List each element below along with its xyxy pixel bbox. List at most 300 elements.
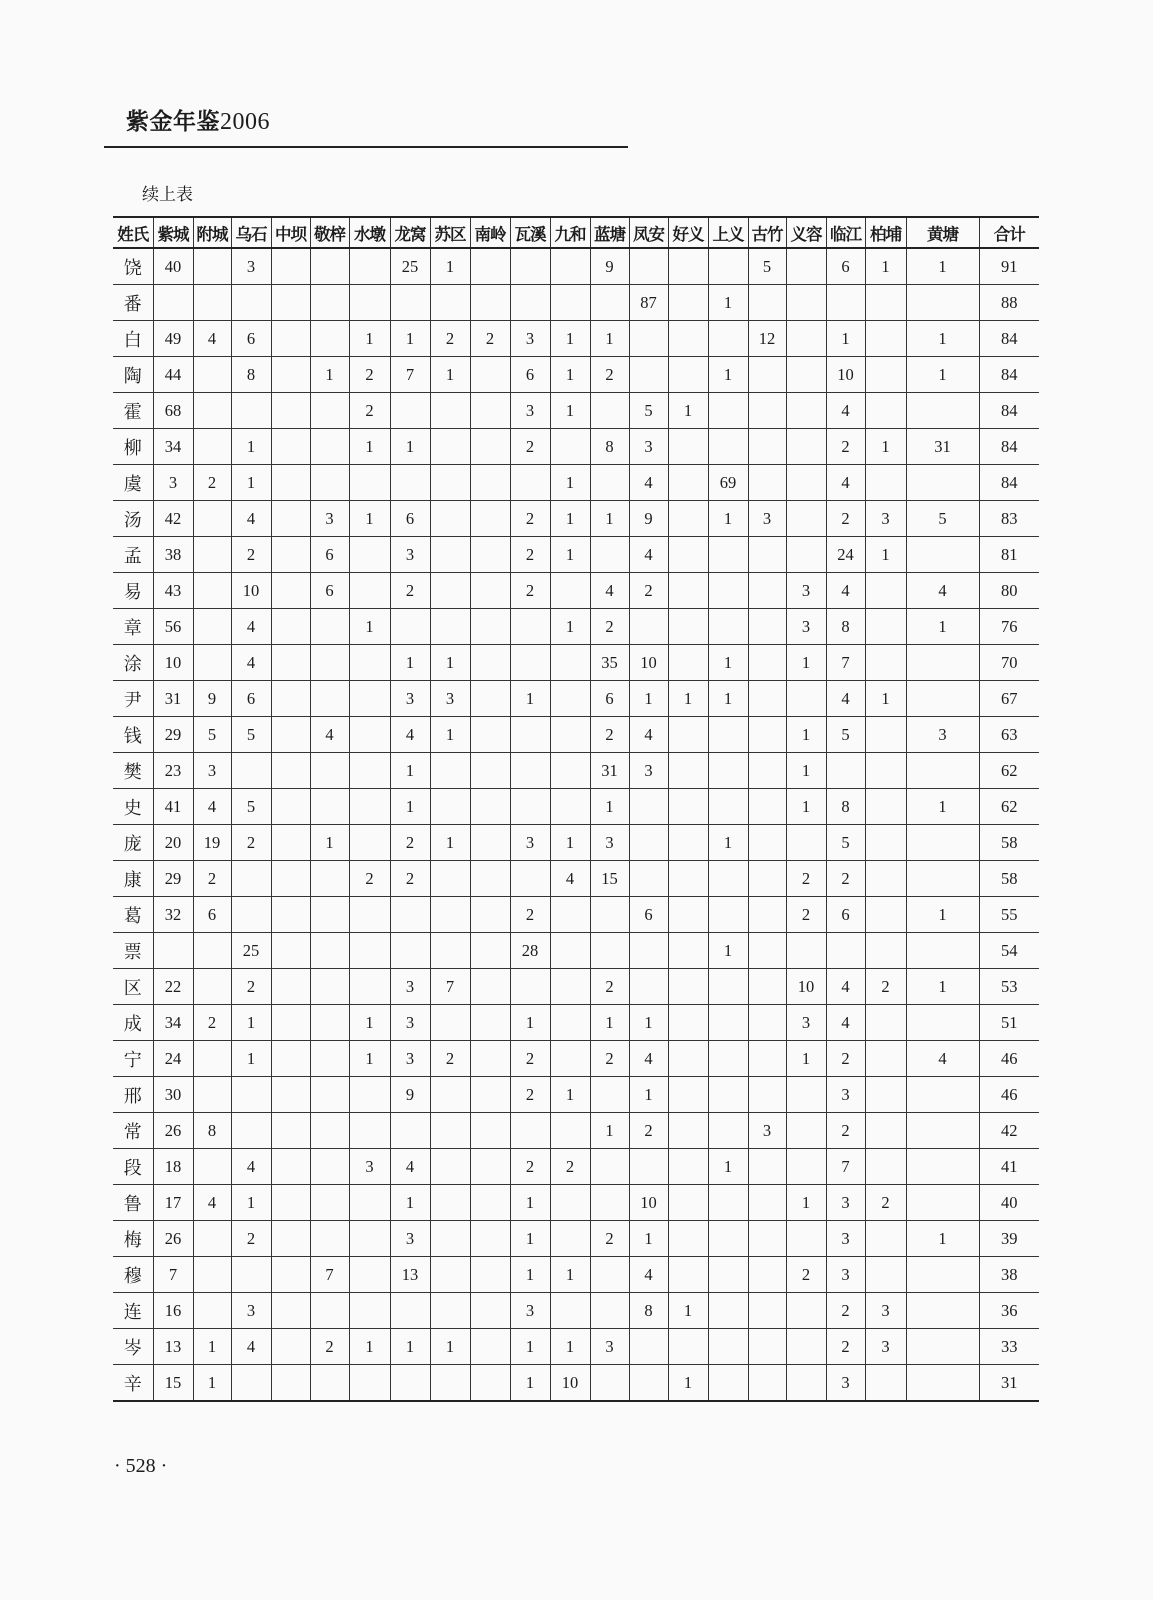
count-cell [550, 1221, 590, 1257]
count-cell: 2 [390, 861, 430, 897]
table-row [113, 393, 1039, 429]
table-row [113, 429, 1039, 465]
count-cell: 22 [153, 969, 193, 1005]
count-cell [430, 1077, 470, 1113]
count-cell [430, 429, 470, 465]
total-cell: 62 [979, 753, 1039, 789]
count-cell [668, 537, 708, 573]
count-cell: 10 [153, 645, 193, 681]
count-cell [786, 248, 826, 285]
count-cell [708, 1077, 748, 1113]
count-cell [668, 1149, 708, 1185]
surname-cell: 岑 [113, 1329, 153, 1365]
count-cell [390, 1113, 430, 1149]
count-cell [906, 753, 979, 789]
surname-cell: 柳 [113, 429, 153, 465]
count-cell: 30 [153, 1077, 193, 1113]
count-cell [786, 825, 826, 861]
surname-cell: 区 [113, 969, 153, 1005]
count-cell: 7 [310, 1257, 349, 1293]
count-cell [668, 429, 708, 465]
count-cell [906, 285, 979, 321]
count-cell [826, 285, 865, 321]
table-row [113, 321, 1039, 357]
count-cell [193, 1293, 231, 1329]
count-cell: 1 [786, 1185, 826, 1221]
count-cell: 40 [153, 248, 193, 285]
count-cell [271, 825, 310, 861]
count-cell [271, 681, 310, 717]
count-cell [748, 465, 786, 501]
count-cell [349, 248, 390, 285]
count-cell [430, 933, 470, 969]
count-cell [590, 1185, 629, 1221]
count-cell [590, 393, 629, 429]
count-cell: 4 [590, 573, 629, 609]
surname-cell: 庞 [113, 825, 153, 861]
count-cell [231, 753, 271, 789]
count-cell [865, 357, 906, 393]
count-cell: 1 [906, 321, 979, 357]
count-cell [748, 357, 786, 393]
count-cell [510, 248, 550, 285]
count-cell: 1 [231, 429, 271, 465]
table-row [113, 1221, 1039, 1257]
count-cell: 1 [231, 1185, 271, 1221]
count-cell: 2 [390, 825, 430, 861]
count-cell: 2 [510, 1149, 550, 1185]
count-cell [668, 1221, 708, 1257]
count-cell: 1 [629, 1005, 668, 1041]
count-cell [748, 1221, 786, 1257]
count-cell [193, 609, 231, 645]
count-cell [470, 465, 510, 501]
count-cell: 3 [826, 1077, 865, 1113]
count-cell [231, 1077, 271, 1113]
table-row [113, 609, 1039, 645]
total-cell: 88 [979, 285, 1039, 321]
count-cell [271, 861, 310, 897]
count-cell [708, 789, 748, 825]
count-cell: 6 [231, 321, 271, 357]
count-cell: 2 [590, 969, 629, 1005]
count-cell [430, 1149, 470, 1185]
count-cell [550, 753, 590, 789]
count-cell: 1 [349, 1041, 390, 1077]
count-cell [906, 645, 979, 681]
count-cell: 1 [786, 1041, 826, 1077]
count-cell [865, 825, 906, 861]
count-cell: 2 [231, 537, 271, 573]
count-cell: 1 [550, 393, 590, 429]
count-cell [470, 1113, 510, 1149]
count-cell [708, 609, 748, 645]
count-cell [708, 717, 748, 753]
count-cell: 2 [510, 429, 550, 465]
count-cell [550, 248, 590, 285]
count-cell: 29 [153, 717, 193, 753]
count-cell [193, 1041, 231, 1077]
count-cell [470, 285, 510, 321]
count-cell: 6 [310, 573, 349, 609]
count-cell [629, 357, 668, 393]
count-cell [590, 285, 629, 321]
count-cell [748, 1041, 786, 1077]
count-cell [906, 861, 979, 897]
count-cell [310, 1221, 349, 1257]
table-row [113, 248, 1039, 285]
column-header: 瓦溪 [510, 217, 550, 248]
count-cell: 2 [510, 897, 550, 933]
count-cell: 4 [193, 1185, 231, 1221]
count-cell [271, 357, 310, 393]
count-cell [786, 1113, 826, 1149]
count-cell [708, 248, 748, 285]
count-cell [310, 645, 349, 681]
count-cell: 5 [906, 501, 979, 537]
count-cell: 3 [786, 1005, 826, 1041]
count-cell [310, 933, 349, 969]
count-cell [271, 429, 310, 465]
count-cell: 29 [153, 861, 193, 897]
count-cell [349, 933, 390, 969]
count-cell: 1 [430, 825, 470, 861]
count-cell [590, 897, 629, 933]
count-cell [906, 1365, 979, 1402]
count-cell: 3 [510, 393, 550, 429]
count-cell [193, 933, 231, 969]
count-cell [906, 1185, 979, 1221]
count-cell: 1 [590, 501, 629, 537]
count-cell [349, 573, 390, 609]
count-cell [349, 1221, 390, 1257]
count-cell: 2 [349, 357, 390, 393]
table-row [113, 1185, 1039, 1221]
count-cell [708, 1221, 748, 1257]
count-cell: 10 [826, 357, 865, 393]
count-cell [271, 1149, 310, 1185]
count-cell [349, 1257, 390, 1293]
count-cell: 12 [748, 321, 786, 357]
count-cell: 32 [153, 897, 193, 933]
count-cell [430, 1185, 470, 1221]
count-cell [748, 537, 786, 573]
count-cell: 2 [231, 1221, 271, 1257]
count-cell: 1 [906, 248, 979, 285]
count-cell [193, 1149, 231, 1185]
count-cell [470, 789, 510, 825]
count-cell: 3 [390, 537, 430, 573]
count-cell: 1 [708, 933, 748, 969]
count-cell: 1 [786, 789, 826, 825]
count-cell [153, 933, 193, 969]
book-year: 2006 [220, 109, 270, 135]
surname-cell: 虞 [113, 465, 153, 501]
column-header: 上义 [708, 217, 748, 248]
count-cell [470, 1185, 510, 1221]
count-cell [865, 717, 906, 753]
count-cell [786, 321, 826, 357]
surname-cell: 钱 [113, 717, 153, 753]
count-cell [865, 573, 906, 609]
count-cell [590, 1149, 629, 1185]
count-cell [349, 753, 390, 789]
count-cell: 2 [786, 861, 826, 897]
count-cell [629, 609, 668, 645]
surname-cell: 樊 [113, 753, 153, 789]
column-header: 九和 [550, 217, 590, 248]
table-row [113, 1257, 1039, 1293]
count-cell [271, 248, 310, 285]
table-row [113, 1293, 1039, 1329]
count-cell [906, 465, 979, 501]
count-cell [310, 1365, 349, 1402]
column-header: 临江 [826, 217, 865, 248]
count-cell: 2 [510, 1077, 550, 1113]
count-cell [906, 393, 979, 429]
count-cell [430, 537, 470, 573]
count-cell: 3 [390, 681, 430, 717]
count-cell [748, 1293, 786, 1329]
count-cell [668, 1185, 708, 1221]
count-cell [668, 717, 708, 753]
total-cell: 58 [979, 825, 1039, 861]
surname-cell: 汤 [113, 501, 153, 537]
count-cell [550, 969, 590, 1005]
count-cell: 4 [231, 501, 271, 537]
count-cell [590, 465, 629, 501]
count-cell [430, 861, 470, 897]
count-cell [550, 897, 590, 933]
count-cell: 8 [826, 609, 865, 645]
total-cell: 84 [979, 429, 1039, 465]
count-cell [708, 753, 748, 789]
count-cell [470, 897, 510, 933]
table-row [113, 1077, 1039, 1113]
count-cell [708, 1293, 748, 1329]
count-cell: 3 [590, 1329, 629, 1365]
count-cell [349, 1185, 390, 1221]
surname-cell: 梅 [113, 1221, 153, 1257]
count-cell [906, 1257, 979, 1293]
count-cell: 19 [193, 825, 231, 861]
count-cell: 1 [865, 681, 906, 717]
count-cell: 69 [708, 465, 748, 501]
count-cell: 1 [349, 321, 390, 357]
count-cell [550, 573, 590, 609]
count-cell [271, 465, 310, 501]
column-header: 蓝塘 [590, 217, 629, 248]
count-cell [668, 861, 708, 897]
count-cell [590, 537, 629, 573]
count-cell: 3 [231, 1293, 271, 1329]
count-cell: 2 [193, 861, 231, 897]
count-cell [271, 537, 310, 573]
count-cell [906, 1005, 979, 1041]
count-cell: 28 [510, 933, 550, 969]
count-cell: 2 [826, 1041, 865, 1077]
count-cell [906, 825, 979, 861]
count-cell: 4 [629, 1257, 668, 1293]
count-cell [748, 861, 786, 897]
count-cell [193, 429, 231, 465]
count-cell [748, 825, 786, 861]
count-cell [708, 969, 748, 1005]
count-cell [430, 789, 470, 825]
count-cell [510, 645, 550, 681]
count-cell: 87 [629, 285, 668, 321]
count-cell: 2 [193, 465, 231, 501]
count-cell: 3 [865, 1293, 906, 1329]
count-cell: 7 [390, 357, 430, 393]
count-cell [349, 1293, 390, 1329]
count-cell [865, 1365, 906, 1402]
count-cell: 2 [349, 861, 390, 897]
count-cell [390, 609, 430, 645]
count-cell [668, 321, 708, 357]
count-cell [349, 1077, 390, 1113]
count-cell: 1 [708, 285, 748, 321]
count-cell: 10 [231, 573, 271, 609]
count-cell: 4 [826, 969, 865, 1005]
total-cell: 80 [979, 573, 1039, 609]
count-cell: 1 [786, 717, 826, 753]
count-cell: 1 [668, 393, 708, 429]
count-cell [906, 1077, 979, 1113]
count-cell: 1 [550, 825, 590, 861]
count-cell: 1 [390, 645, 430, 681]
count-cell [865, 321, 906, 357]
column-header: 南岭 [470, 217, 510, 248]
count-cell: 1 [906, 1221, 979, 1257]
count-cell [470, 537, 510, 573]
count-cell [271, 1113, 310, 1149]
count-cell: 8 [193, 1113, 231, 1149]
count-cell [430, 1221, 470, 1257]
count-cell: 5 [629, 393, 668, 429]
count-cell [629, 1149, 668, 1185]
total-cell: 84 [979, 321, 1039, 357]
count-cell [786, 1149, 826, 1185]
count-cell [271, 573, 310, 609]
count-cell: 2 [550, 1149, 590, 1185]
count-cell: 26 [153, 1221, 193, 1257]
count-cell [470, 357, 510, 393]
count-cell [349, 717, 390, 753]
count-cell: 4 [826, 393, 865, 429]
count-cell: 6 [390, 501, 430, 537]
count-cell: 1 [390, 1329, 430, 1365]
count-cell [550, 681, 590, 717]
count-cell [668, 501, 708, 537]
count-cell [430, 1113, 470, 1149]
surname-cell: 邢 [113, 1077, 153, 1113]
count-cell: 42 [153, 501, 193, 537]
count-cell: 1 [430, 248, 470, 285]
header-rule [104, 146, 628, 148]
count-cell: 1 [390, 753, 430, 789]
count-cell [430, 465, 470, 501]
count-cell [708, 429, 748, 465]
count-cell: 1 [708, 357, 748, 393]
surname-cell: 票 [113, 933, 153, 969]
count-cell: 4 [310, 717, 349, 753]
count-cell [470, 393, 510, 429]
count-cell [550, 1005, 590, 1041]
count-cell: 4 [826, 465, 865, 501]
column-header: 附城 [193, 217, 231, 248]
surname-cell: 尹 [113, 681, 153, 717]
count-cell [271, 969, 310, 1005]
table-row [113, 789, 1039, 825]
count-cell [629, 861, 668, 897]
count-cell: 3 [748, 501, 786, 537]
count-cell [550, 285, 590, 321]
count-cell: 3 [510, 825, 550, 861]
count-cell [668, 357, 708, 393]
column-header: 好义 [668, 217, 708, 248]
count-cell: 20 [153, 825, 193, 861]
count-cell [629, 933, 668, 969]
total-cell: 55 [979, 897, 1039, 933]
count-cell: 8 [629, 1293, 668, 1329]
count-cell: 1 [708, 645, 748, 681]
count-cell [310, 1041, 349, 1077]
count-cell [390, 1365, 430, 1402]
table-row [113, 1149, 1039, 1185]
count-cell: 3 [865, 501, 906, 537]
count-cell [748, 1185, 786, 1221]
count-cell [708, 1005, 748, 1041]
count-cell: 1 [349, 1005, 390, 1041]
count-cell: 9 [590, 248, 629, 285]
count-cell [310, 465, 349, 501]
count-cell: 2 [865, 969, 906, 1005]
count-cell: 3 [826, 1221, 865, 1257]
count-cell: 5 [231, 789, 271, 825]
count-cell [470, 609, 510, 645]
surname-cell: 段 [113, 1149, 153, 1185]
count-cell [590, 1293, 629, 1329]
count-cell: 3 [153, 465, 193, 501]
table-row [113, 573, 1039, 609]
surname-cell: 康 [113, 861, 153, 897]
count-cell [349, 825, 390, 861]
count-cell [430, 1293, 470, 1329]
count-cell: 41 [153, 789, 193, 825]
count-cell: 8 [826, 789, 865, 825]
count-cell [708, 1185, 748, 1221]
count-cell [430, 609, 470, 645]
count-cell [748, 1149, 786, 1185]
total-cell: 46 [979, 1041, 1039, 1077]
count-cell [470, 1293, 510, 1329]
count-cell: 2 [629, 573, 668, 609]
count-cell: 2 [231, 825, 271, 861]
count-cell: 6 [510, 357, 550, 393]
count-cell: 4 [231, 609, 271, 645]
count-cell: 3 [193, 753, 231, 789]
count-cell [470, 429, 510, 465]
count-cell: 7 [826, 1149, 865, 1185]
count-cell: 2 [349, 393, 390, 429]
count-cell: 68 [153, 393, 193, 429]
count-cell [826, 753, 865, 789]
count-cell [865, 897, 906, 933]
count-cell: 3 [826, 1365, 865, 1402]
count-cell: 1 [590, 1113, 629, 1149]
count-cell [470, 1005, 510, 1041]
